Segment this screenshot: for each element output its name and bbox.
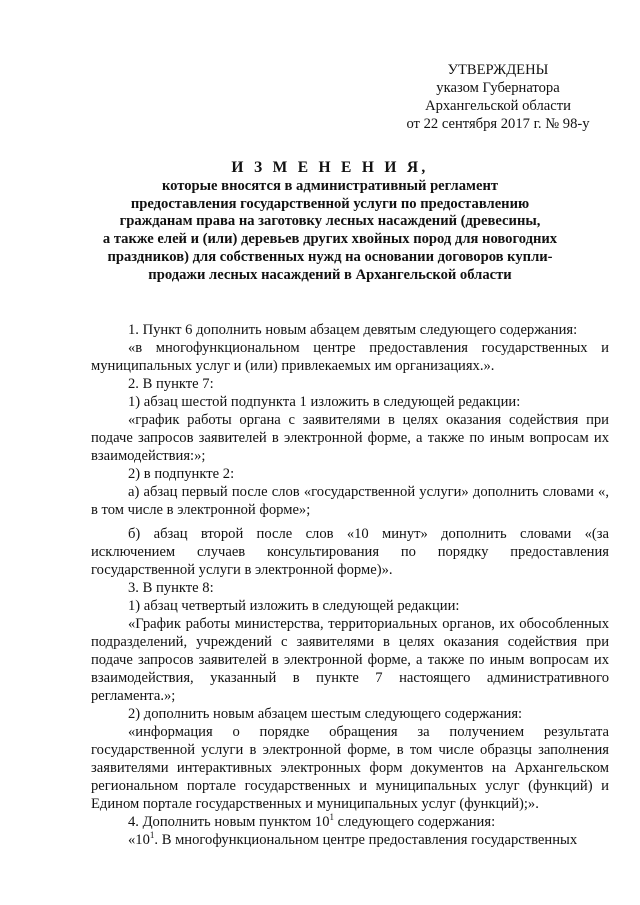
paragraph bbox=[91, 813, 609, 831]
title-line: которые вносятся в административный регламент bbox=[161, 177, 499, 194]
paragraph: «в многофункциональном центре предоставления государственных и муниципальных услуг и (или) привлекаемых им организациях.». bbox=[91, 340, 609, 374]
document-title bbox=[90, 159, 570, 285]
paragraph: 1. Пункт 6 дополнить новым абзацем девятым следующего содержания: bbox=[128, 322, 578, 338]
document-body bbox=[91, 321, 609, 849]
approval-title: УТВЕРЖДЕНЫ bbox=[447, 62, 549, 78]
title-line: предоставления государственной услуги по предоставлению bbox=[130, 195, 530, 212]
paragraph: 2. В пункте 7: bbox=[128, 376, 214, 392]
approval-stamp bbox=[388, 61, 608, 133]
paragraph: 2) дополнить новым абзацем шестым следующего содержания: bbox=[128, 706, 523, 722]
paragraph-text: 4. Дополнить новым пунктом 10 bbox=[128, 814, 330, 830]
superscript: 1 bbox=[149, 830, 155, 840]
paragraph: 3. В пункте 8: bbox=[128, 580, 214, 596]
title-line: продажи лесных насаждений в Архангельской области bbox=[148, 266, 512, 283]
approval-date: от 22 сентября 2017 г. № 98-у bbox=[406, 116, 590, 132]
title-line: праздников) для собственных нужд на основании договоров купли- bbox=[107, 248, 553, 265]
paragraph: «график работы органа с заявителями в целях оказания содействия при подаче запросов заявителей в электронной форме, а также по иным вопросам их взаимодействия:»; bbox=[91, 412, 609, 464]
paragraph: «информация о порядке обращения за получением результата государственной услуги в электронной форме, в том числе образцы заполнения заявителями интерактивных электронных форм документов на Архангельском региональном портале государственных и муниципальных услуг (функций) и Едином портале государственных и муниципальных услуг (функций);». bbox=[91, 724, 609, 812]
paragraph-text: следующего содержания: bbox=[334, 814, 496, 830]
paragraph: «График работы министерства, территориальных органов, их обособленных подразделений, учреждений с заявителями в целях оказания содействия при подаче запросов заявителей в электронной форме, а также по иным вопросам их взаимодействия, указанный в пункте 7 настоящего административного регламента.»; bbox=[91, 616, 609, 704]
title-line: гражданам права на заготовку лесных насаждений (древесины, bbox=[119, 213, 541, 230]
title-line: а также елей и (или) деревьев других хвойных пород для новогодних bbox=[102, 231, 558, 248]
approval-authority: указом Губернатора bbox=[436, 80, 560, 96]
approval-region: Архангельской области bbox=[425, 98, 571, 114]
paragraph: а) абзац первый после слов «государственной услуги» дополнить словами «, в том числе в электронной форме»; bbox=[91, 484, 609, 518]
paragraph: 2) в подпункте 2: bbox=[128, 466, 235, 482]
superscript: 1 bbox=[329, 812, 335, 822]
title-heading: И З М Е Н Е Н И Я, bbox=[231, 159, 429, 176]
paragraph: б) абзац второй после слов «10 минут» дополнить словами «(за исключением случаев консультирования по порядку предоставления государственной услуги в электронной форме)». bbox=[91, 526, 609, 578]
paragraph bbox=[91, 831, 609, 849]
paragraph: 1) абзац четвертый изложить в следующей редакции: bbox=[128, 598, 460, 614]
paragraph-text: . В многофункциональном центре предоставления государственных bbox=[154, 832, 578, 848]
paragraph-text: «10 bbox=[128, 832, 150, 848]
paragraph: 1) абзац шестой подпункта 1 изложить в следующей редакции: bbox=[128, 394, 521, 410]
